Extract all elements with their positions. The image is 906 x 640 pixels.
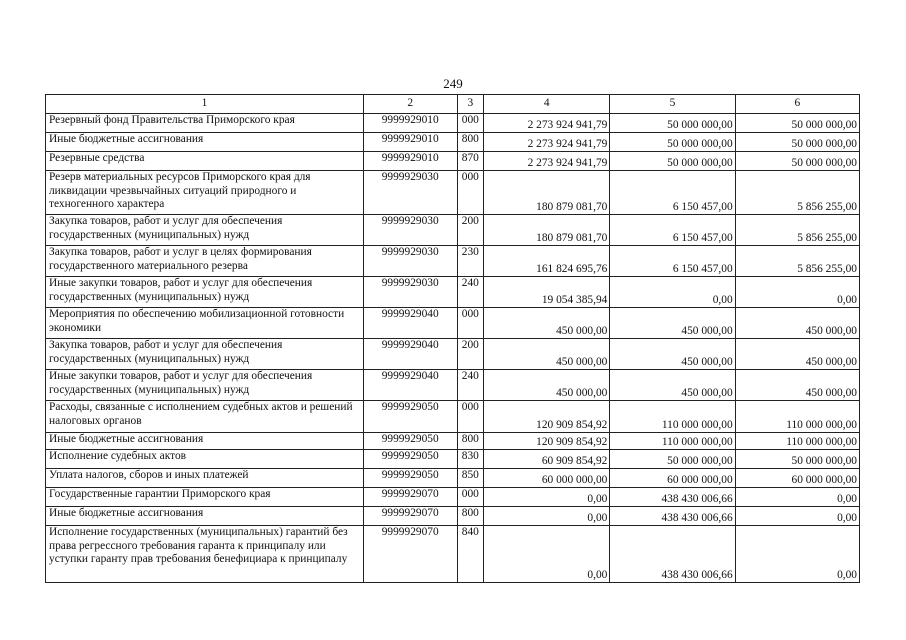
item-name-cell: Иные закупки товаров, работ и услуг для обеспечения государственных (муниципальных) нужд (46, 277, 364, 308)
expense-type-cell: 230 (457, 246, 483, 277)
target-code-cell: 9999929010 (363, 114, 457, 133)
expense-type-cell: 000 (457, 401, 483, 433)
table-row (46, 277, 860, 308)
target-code-cell: 9999929010 (363, 133, 457, 152)
amount-col5-cell: 50 000 000,00 (610, 133, 735, 152)
amount-col6-cell: 450 000,00 (735, 370, 859, 401)
target-code-cell: 9999929030 (363, 215, 457, 246)
amount-col6-cell: 450 000,00 (735, 339, 859, 370)
amount-col4-cell: 180 879 081,70 (484, 171, 610, 215)
amount-col5-cell: 438 430 006,66 (610, 507, 735, 526)
expense-type-cell: 000 (457, 308, 483, 339)
header-cell: 6 (735, 95, 859, 114)
target-code-cell: 9999929040 (363, 339, 457, 370)
item-name-cell: Резервный фонд Правительства Приморского края (46, 114, 364, 133)
target-code-cell: 9999929040 (363, 370, 457, 401)
target-code-cell: 9999929030 (363, 277, 457, 308)
expense-type-cell: 800 (457, 507, 483, 526)
amount-col5-cell: 450 000,00 (610, 308, 735, 339)
table-body (46, 95, 860, 583)
amount-col4-cell: 450 000,00 (484, 370, 610, 401)
item-name-cell: Закупка товаров, работ и услуг в целях формирования государственного материального резерва (46, 246, 364, 277)
expense-type-cell: 200 (457, 215, 483, 246)
amount-col5-cell: 0,00 (610, 277, 735, 308)
table-row (46, 507, 860, 526)
expense-type-cell: 800 (457, 133, 483, 152)
table-row (46, 488, 860, 507)
amount-col6-cell: 0,00 (735, 507, 859, 526)
amount-col4-cell: 450 000,00 (484, 308, 610, 339)
table-row (46, 370, 860, 401)
amount-col4-cell: 60 000 000,00 (484, 469, 610, 488)
target-code-cell: 9999929050 (363, 450, 457, 469)
target-code-cell: 9999929050 (363, 469, 457, 488)
amount-col4-cell: 450 000,00 (484, 339, 610, 370)
amount-col5-cell: 50 000 000,00 (610, 114, 735, 133)
table-row (46, 152, 860, 171)
expense-type-cell: 850 (457, 469, 483, 488)
target-code-cell: 9999929050 (363, 433, 457, 450)
expense-type-cell: 200 (457, 339, 483, 370)
amount-col6-cell: 50 000 000,00 (735, 152, 859, 171)
expense-type-cell: 240 (457, 370, 483, 401)
table-row (46, 339, 860, 370)
table-row (46, 433, 860, 450)
target-code-cell: 9999929040 (363, 308, 457, 339)
target-code-cell: 9999929070 (363, 507, 457, 526)
header-cell: 4 (484, 95, 610, 114)
target-code-cell: 9999929070 (363, 488, 457, 507)
amount-col4-cell: 0,00 (484, 526, 610, 583)
header-row (46, 95, 860, 114)
amount-col4-cell: 120 909 854,92 (484, 433, 610, 450)
amount-col4-cell: 120 909 854,92 (484, 401, 610, 433)
amount-col6-cell: 5 856 255,00 (735, 246, 859, 277)
amount-col6-cell: 0,00 (735, 526, 859, 583)
amount-col5-cell: 438 430 006,66 (610, 526, 735, 583)
item-name-cell: Иные бюджетные ассигнования (46, 433, 364, 450)
table-row (46, 308, 860, 339)
table-row (46, 114, 860, 133)
amount-col5-cell: 50 000 000,00 (610, 450, 735, 469)
item-name-cell: Государственные гарантии Приморского края (46, 488, 364, 507)
amount-col4-cell: 0,00 (484, 507, 610, 526)
table-row (46, 215, 860, 246)
expense-type-cell: 240 (457, 277, 483, 308)
target-code-cell: 9999929030 (363, 246, 457, 277)
table-row (46, 133, 860, 152)
amount-col6-cell: 110 000 000,00 (735, 401, 859, 433)
table-row (46, 450, 860, 469)
amount-col4-cell: 2 273 924 941,79 (484, 152, 610, 171)
amount-col6-cell: 5 856 255,00 (735, 171, 859, 215)
target-code-cell: 9999929030 (363, 171, 457, 215)
item-name-cell: Иные бюджетные ассигнования (46, 507, 364, 526)
expense-type-cell: 870 (457, 152, 483, 171)
expense-type-cell: 000 (457, 488, 483, 507)
amount-col5-cell: 6 150 457,00 (610, 246, 735, 277)
amount-col4-cell: 180 879 081,70 (484, 215, 610, 246)
expense-type-cell: 000 (457, 171, 483, 215)
amount-col6-cell: 50 000 000,00 (735, 114, 859, 133)
amount-col5-cell: 110 000 000,00 (610, 401, 735, 433)
item-name-cell: Расходы, связанные с исполнением судебных актов и решений налоговых органов (46, 401, 364, 433)
amount-col5-cell: 6 150 457,00 (610, 171, 735, 215)
header-cell: 1 (46, 95, 364, 114)
table-row (46, 246, 860, 277)
item-name-cell: Исполнение государственных (муниципальных) гарантий без права регрессного требования гаранта к принципалу или уступки гаранту прав требования бенефициара к принципалу (46, 526, 364, 583)
item-name-cell: Резервные средства (46, 152, 364, 171)
amount-col4-cell: 60 909 854,92 (484, 450, 610, 469)
amount-col6-cell: 0,00 (735, 277, 859, 308)
amount-col4-cell: 2 273 924 941,79 (484, 133, 610, 152)
item-name-cell: Резерв материальных ресурсов Приморского края для ликвидации чрезвычайных ситуаций природного и техногенного характера (46, 171, 364, 215)
budget-table (45, 94, 860, 583)
amount-col6-cell: 0,00 (735, 488, 859, 507)
item-name-cell: Иные бюджетные ассигнования (46, 133, 364, 152)
amount-col6-cell: 5 856 255,00 (735, 215, 859, 246)
page-number: 249 (443, 76, 463, 91)
amount-col5-cell: 50 000 000,00 (610, 152, 735, 171)
item-name-cell: Исполнение судебных актов (46, 450, 364, 469)
amount-col4-cell: 19 054 385,94 (484, 277, 610, 308)
amount-col5-cell: 6 150 457,00 (610, 215, 735, 246)
amount-col5-cell: 450 000,00 (610, 370, 735, 401)
header-cell: 3 (457, 95, 483, 114)
amount-col5-cell: 110 000 000,00 (610, 433, 735, 450)
item-name-cell: Иные закупки товаров, работ и услуг для обеспечения государственных (муниципальных) нужд (46, 370, 364, 401)
target-code-cell: 9999929070 (363, 526, 457, 583)
amount-col4-cell: 161 824 695,76 (484, 246, 610, 277)
amount-col6-cell: 60 000 000,00 (735, 469, 859, 488)
amount-col6-cell: 110 000 000,00 (735, 433, 859, 450)
table-row (46, 171, 860, 215)
amount-col5-cell: 438 430 006,66 (610, 488, 735, 507)
expense-type-cell: 830 (457, 450, 483, 469)
amount-col4-cell: 2 273 924 941,79 (484, 114, 610, 133)
header-cell: 2 (363, 95, 457, 114)
header-cell: 5 (610, 95, 735, 114)
table-row (46, 469, 860, 488)
amount-col6-cell: 450 000,00 (735, 308, 859, 339)
item-name-cell: Мероприятия по обеспечению мобилизационной готовности экономики (46, 308, 364, 339)
table-row (46, 526, 860, 583)
expense-type-cell: 840 (457, 526, 483, 583)
table-row (46, 401, 860, 433)
amount-col6-cell: 50 000 000,00 (735, 450, 859, 469)
amount-col6-cell: 50 000 000,00 (735, 133, 859, 152)
amount-col4-cell: 0,00 (484, 488, 610, 507)
amount-col5-cell: 450 000,00 (610, 339, 735, 370)
item-name-cell: Закупка товаров, работ и услуг для обеспечения государственных (муниципальных) нужд (46, 339, 364, 370)
expense-type-cell: 800 (457, 433, 483, 450)
amount-col5-cell: 60 000 000,00 (610, 469, 735, 488)
expense-type-cell: 000 (457, 114, 483, 133)
item-name-cell: Закупка товаров, работ и услуг для обеспечения государственных (муниципальных) нужд (46, 215, 364, 246)
target-code-cell: 9999929050 (363, 401, 457, 433)
target-code-cell: 9999929010 (363, 152, 457, 171)
item-name-cell: Уплата налогов, сборов и иных платежей (46, 469, 364, 488)
